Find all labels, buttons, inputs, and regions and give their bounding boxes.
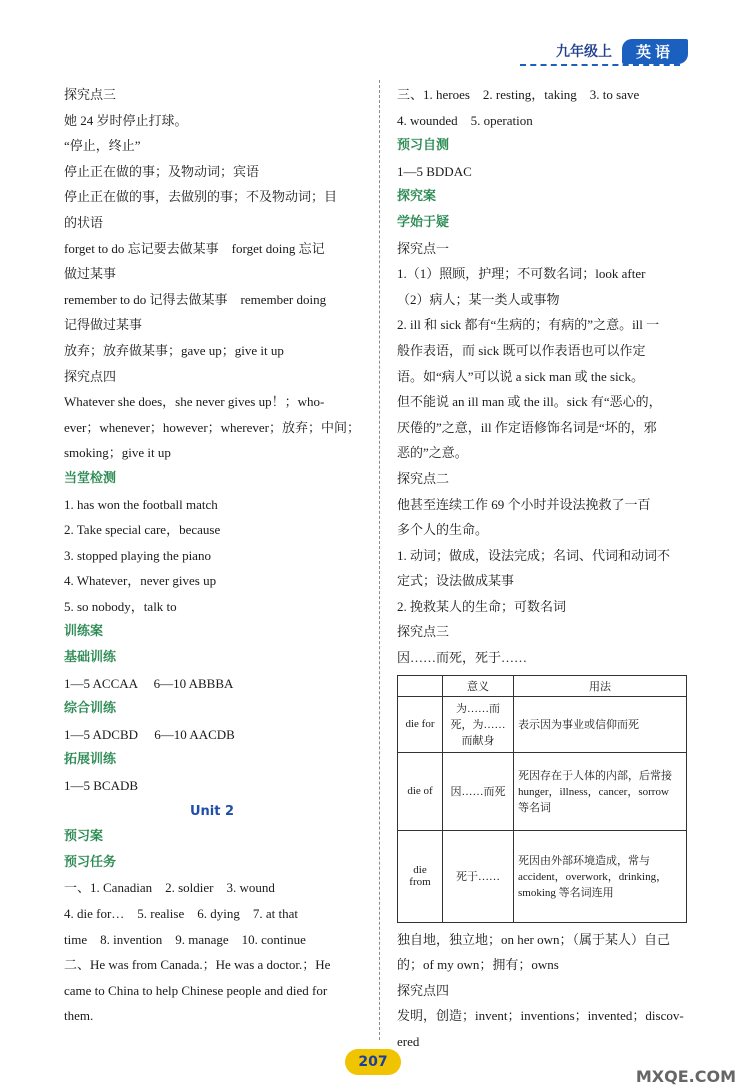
table-cell: die from: [398, 830, 443, 922]
text-line: 做过某事: [64, 266, 117, 282]
text-line: smoking；give it up: [64, 445, 171, 461]
text-line: 5. so nobody，talk to: [64, 598, 177, 614]
text-line: 1. 动词；做成，设法完成；名词、代词和动词不: [397, 547, 671, 563]
watermark: MXQE.COM: [635, 1067, 736, 1086]
text-line: 发明，创造；invent；inventions；invented；discov-: [397, 1008, 684, 1024]
text-line: 2. ill 和 sick 都有“生病的；有病的”之意。ill 一: [397, 317, 660, 333]
text-line: 1—5 BDDAC: [397, 163, 472, 179]
text-line: 但不能说 an ill man 或 the ill。sick 有“恶心的，: [397, 394, 662, 410]
table-row: [398, 752, 687, 830]
page-number: 207: [345, 1049, 401, 1075]
text-line: “停止，终止”: [64, 138, 141, 154]
text-line: time 8. invention 9. manage 10. continue: [64, 931, 306, 947]
table-cell: 因……而死: [443, 752, 514, 830]
text-line: 2. 挽救某人的生命；可数名词: [397, 598, 567, 614]
right-top-block: [397, 82, 689, 671]
text-line: 语。如“病人”可以说 a sick man 或 the sick。: [397, 368, 644, 384]
text-line: came to China to help Chinese people and died for: [64, 982, 328, 998]
text-line: 4. wounded 5. operation: [397, 112, 533, 128]
header-rule: [520, 64, 680, 66]
table-row: [398, 696, 687, 752]
table-header-cell: 用法: [514, 675, 687, 696]
text-line: 的状语: [64, 214, 104, 230]
table-header-row: [398, 675, 687, 696]
table-cell: 死于……: [443, 830, 514, 922]
text-line: 放弃；放弃做某事；gave up；give it up: [64, 342, 284, 358]
table-cell: die of: [398, 752, 443, 830]
text-line: 因……而死，死于……: [397, 650, 528, 666]
column-divider: [379, 80, 380, 1040]
text-line: 1—5 ADCBD 6—10 AACDB: [64, 726, 235, 742]
text-line: 探究点三: [64, 87, 117, 102]
text-line: 恶的”之意。: [397, 445, 468, 461]
text-line: 3. stopped playing the piano: [64, 547, 211, 563]
text-line: 探究点四: [64, 368, 117, 384]
section-heading: 预习任务: [64, 854, 117, 870]
text-line: 厌倦的”之意，ill 作定语修饰名词是“坏的，邪: [397, 419, 657, 435]
text-line: 停止正在做的事，去做别的事；不及物动词；目: [64, 189, 338, 205]
text-line: 二、He was from Canada.；He was a doctor.；He: [64, 957, 331, 973]
text-line: 探究点一: [397, 240, 450, 256]
text-line: 她 24 岁时停止打球。: [64, 112, 188, 128]
text-line: ever；whenever；however；wherever；放弃；中间；: [64, 419, 361, 435]
text-line: 2. Take special care，because: [64, 522, 221, 538]
text-line: 般作表语，而 sick 既可以作表语也可以作定: [397, 342, 646, 358]
table-cell: 死因存在于人体的内部，后常接 hunger，illness，cancer，sorrow 等名词: [514, 752, 687, 830]
subject-badge: 英语: [622, 39, 688, 64]
table-cell: die for: [398, 696, 443, 752]
text-line: 1—5 ACCAA 6—10 ABBBA: [64, 675, 234, 691]
text-line: 多个人的生命。: [397, 522, 489, 538]
text-line: 独自地，独立地；on her own；（属于某人）自己: [397, 931, 670, 947]
text-line: 的；of my own；拥有；owns: [397, 957, 559, 973]
section-heading: 探究案: [397, 189, 437, 205]
right-bottom-block: [397, 927, 689, 1055]
text-line: 记得做过某事: [64, 317, 143, 333]
text-line: 1. has won the football match: [64, 496, 218, 512]
text-line: Whatever she does，she never gives up！；who-: [64, 394, 325, 410]
text-line: 一、1. Canadian 2. soldier 3. wound: [64, 880, 275, 896]
text-line: 4. Whatever，never gives up: [64, 573, 217, 589]
page-header: [556, 38, 688, 64]
section-heading: 预习案: [64, 829, 104, 845]
table-cell: 表示因为事业或信仰而死: [514, 696, 687, 752]
text-line: forget to do 忘记要去做某事 forget doing 忘记: [64, 240, 325, 256]
section-heading: 综合训练: [64, 701, 117, 717]
right-column: [397, 82, 689, 1055]
left-column: [64, 82, 360, 1029]
text-line: 4. die for… 5. realise 6. dying 7. at that: [64, 906, 298, 921]
section-heading: 拓展训练: [64, 752, 117, 768]
unit-title: Unit 2: [189, 803, 235, 819]
section-heading: 当堂检测: [64, 470, 117, 486]
section-heading: 预习自测: [397, 138, 450, 154]
text-line: 他甚至连续工作 69 个小时并设法挽救了一百: [397, 496, 651, 512]
text-line: them.: [64, 1008, 94, 1024]
text-line: 探究点三: [397, 624, 450, 640]
table-header-cell: 意义: [443, 675, 514, 696]
text-line: 停止正在做的事；及物动词；宾语: [64, 163, 260, 179]
text-line: 定式；设法做成某事: [397, 573, 515, 589]
text-line: ered: [397, 1034, 420, 1050]
text-line: 1—5 BCADB: [64, 778, 139, 794]
text-line: 探究点二: [397, 470, 450, 486]
text-line: 三、1. heroes 2. resting，taking 3. to save: [397, 87, 640, 102]
table-header-cell: [398, 675, 443, 696]
section-heading: 学始于疑: [397, 214, 450, 230]
section-heading: 训练案: [64, 624, 104, 640]
text-line: 探究点四: [397, 982, 450, 998]
table-row: [398, 830, 687, 922]
text-line: 1.（1）照顾，护理；不可数名词；look after: [397, 266, 646, 282]
table-cell: 为……而死，为……而献身: [443, 696, 514, 752]
text-line: remember to do 记得去做某事 remember doing: [64, 291, 327, 307]
section-heading: 基础训练: [64, 650, 117, 666]
table-cell: 死因由外部环境造成，常与 accident，overwork，drinking，smoking 等名词连用: [514, 830, 687, 922]
grade-label: 九年级上: [555, 44, 612, 60]
usage-table: [397, 675, 687, 923]
text-line: （2）病人；某一类人或事物: [397, 291, 560, 307]
